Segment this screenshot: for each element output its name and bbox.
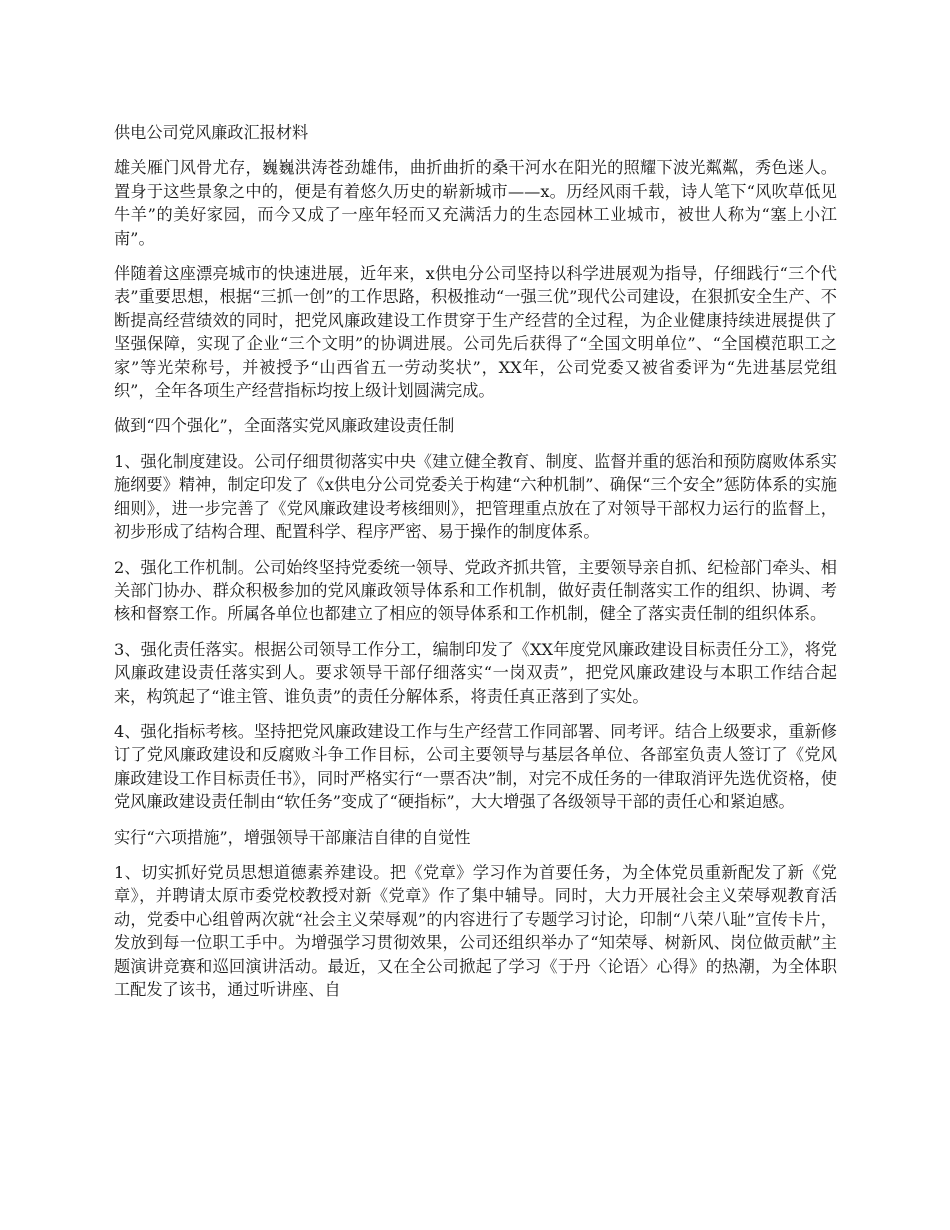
section-heading-six-measures: 实行“六项措施”，增强领导干部廉洁自律的自觉性 [114,827,471,847]
document-title: 供电公司党风廉政汇报材料 [114,123,309,142]
paragraph-intro: 雄关雁门风骨尤存，巍巍洪涛苍劲雄伟，曲折曲折的桑干河水在阳光的照耀下波光粼粼，秀色迷人。置身于这些景象之中的，便是有着悠久历史的崭新城市——x。历经风雨千载，诗人笔下“风吹草低见牛羊”的美好家园，而今又成了一座年轻而又充满活力的生态园林工业城市，被世人称为“塞上小江南”。 [114,158,837,248]
paragraph-measure-1: 1、切实抓好党员思想道德素养建设。把《党章》学习作为首要任务，为全体党员重新配发了新《党章》，并聘请太原市委党校教授对新《党章》作了集中辅导。同时，大力开展社会主义荣辱观教育活动，党委中心组曾两次就“社会主义荣辱观”的内容进行了专题学习讨论，印制“八荣八耻”宣传卡片，发放到每一位职工手中。为增强学习贯彻效果，公司还组织举办了“知荣辱、树新风、岗位做贡献”主题演讲竞赛和巡回演讲活动。最近，又在全公司掀起了学习《于丹〈论语〉心得》的热潮，为全体职工配发了该书，通过听讲座、自 [114,862,837,999]
paragraph-item-4: 4、强化指标考核。坚持把党风廉政建设工作与生产经营工作同部署、同考评。结合上级要求，重新修订了党风廉政建设和反腐败斗争工作目标，公司主要领导与基层各单位、各部室负责人签订了《党风廉政建设工作目标责任书》，同时严格实行“一票否决”制，对完不成任务的一律取消评先选优资格，使党风廉政建设责任制由“软任务”变成了“硬指标”，大大增强了各级领导干部的责任心和紧迫感。 [114,721,837,812]
paragraph-item-1: 1、强化制度建设。公司仔细贯彻落实中央《建立健全教育、制度、监督并重的惩治和预防腐败体系实施纲要》精神，制定印发了《x供电分公司党委关于构建“六种机制”、确保“三个安全”惩防体系的实施细则》，进一步完善了《党风廉政建设考核细则》，把管理重点放在了对领导干部权力运行的监督上，初步形成了结构合理、配置科学、程序严密、易于操作的制度体系。 [114,451,837,542]
paragraph-item-2: 2、强化工作机制。公司始终坚持党委统一领导、党政齐抓共管，主要领导亲自抓、纪检部门牵头、相关部门协办、群众积极参加的党风廉政领导体系和工作机制，做好责任制落实工作的组织、协调、考核和督察工作。所属各单位也都建立了相应的领导体系和工作机制，健全了落实责任制的组织体系。 [114,557,837,624]
document-page [114,121,837,1013]
paragraph-item-3: 3、强化责任落实。根据公司领导工作分工，编制印发了《XX年度党风廉政建设目标责任分工》，将党风廉政建设责任落实到人。要求领导干部仔细落实“一岗双责”，把党风廉政建设与本职工作结合起来，构筑起了“谁主管、谁负责”的责任分解体系，将责任真正落到了实处。 [114,639,837,706]
section-heading-four-strengthenings: 做到“四个强化”，全面落实党风廉政建设责任制 [114,416,455,436]
paragraph-background: 伴随着这座漂亮城市的快速进展，近年来，x供电分公司坚持以科学进展观为指导，仔细践行“三个代表”重要思想，根据“三抓一创”的工作思路，积极推动“一强三优”现代公司建设，在狠抓安全生产、不断提高经营绩效的同时，把党风廉政建设工作贯穿于生产经营的全过程，为企业健康持续进展提供了坚强保障，实现了企业“三个文明”的协调进展。公司先后获得了“全国文明单位”、“全国模范职工之家”等光荣称号，并被授予“山西省五一劳动奖状”，XX年，公司党委又被省委评为“先进基层党组织”，全年各项生产经营指标均按上级计划圆满完成。 [114,264,837,401]
